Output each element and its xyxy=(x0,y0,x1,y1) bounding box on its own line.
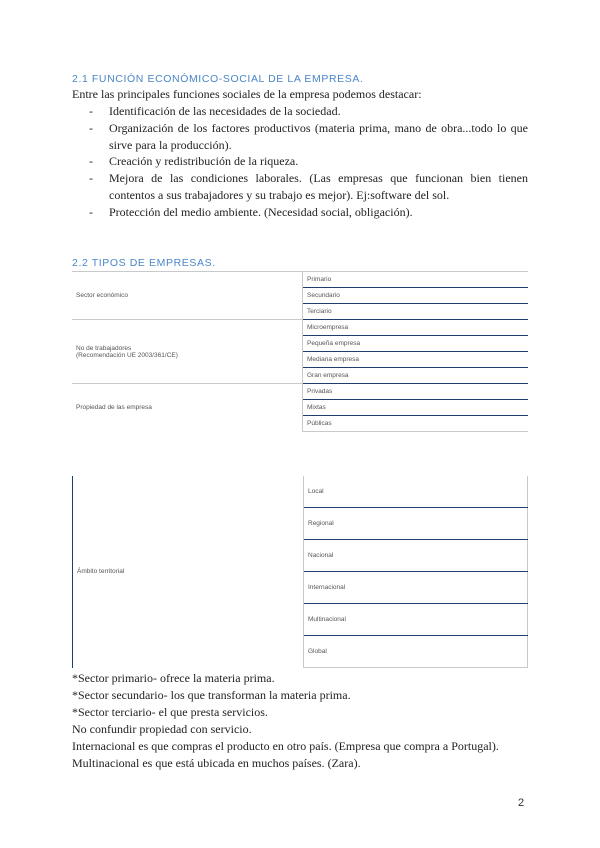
scope-cell: Internacional xyxy=(304,572,528,604)
type-cell: Mixtas xyxy=(303,400,529,416)
section-heading-tipos: 2.2 TIPOS DE EMPRESAS. xyxy=(72,257,216,269)
type-cell: Primario xyxy=(303,272,529,288)
company-types-table xyxy=(72,271,528,432)
scope-cell: Regional xyxy=(304,508,528,540)
scope-cell: Multinacional xyxy=(304,604,528,636)
bullet-text: Organización de los factores productivos (materia prima, mano de obra...todo lo que sirve para la producción). xyxy=(109,121,528,152)
bullet-item: - Protección del medio ambiente. (Necesidad social, obligación). xyxy=(72,204,528,221)
bullet-text: Protección del medio ambiente. (Necesidad social, obligación). xyxy=(109,205,413,219)
intro-paragraph: Entre las principales funciones sociales de la empresa podemos destacar: xyxy=(72,87,422,101)
bullet-item: - Identificación de las necesidades de la sociedad. xyxy=(72,103,528,120)
category-cell: Ámbito territorial xyxy=(73,476,304,668)
bullet-text: Creación y redistribución de la riqueza. xyxy=(109,154,299,168)
bullet-text: Mejora de las condiciones laborales. (Las empresas que funcionan bien tienen contentos a sus trabajadores y su trabajo es mejor). Ej:software del sol. xyxy=(109,171,528,202)
note-line: No confundir propiedad con servicio. xyxy=(72,722,252,736)
bullet-item: - Creación y redistribución de la riqueza. xyxy=(72,153,528,170)
bullet-item: - Organización de los factores productivos (materia prima, mano de obra...todo lo que sirve para la producción). xyxy=(89,121,528,152)
scope-cell: Nacional xyxy=(304,540,528,572)
category-cell xyxy=(72,320,303,384)
note-line: Multinacional es que está ubicada en muchos países. (Zara). xyxy=(72,756,361,770)
note-line: *Sector secundario- los que transforman la materia prima. xyxy=(72,688,351,702)
section-heading-funcion: 2.1 FUNCIÓN ECONÓMICO-SOCIAL DE LA EMPRESA. xyxy=(72,73,364,85)
note-line: *Sector primario- ofrece la materia prima. xyxy=(72,671,275,685)
bullet-text: Identificación de las necesidades de la sociedad. xyxy=(109,104,341,118)
type-cell: Microempresa xyxy=(303,320,529,336)
scope-cell: Local xyxy=(304,476,528,508)
territorial-scope-table xyxy=(72,476,528,668)
type-cell: Gran empresa xyxy=(303,368,529,384)
type-cell: Mediana empresa xyxy=(303,352,529,368)
category-cell: Sector económico xyxy=(72,272,303,320)
type-cell: Secundario xyxy=(303,288,529,304)
category-cell: Propiedad de las empresa xyxy=(72,384,303,432)
note-line: *Sector terciario- el que presta servicios. xyxy=(72,705,268,719)
type-cell: Terciario xyxy=(303,304,529,320)
scope-cell: Global xyxy=(304,636,528,668)
page-number: 2 xyxy=(518,797,525,809)
category-label: No de trabajadores xyxy=(76,344,132,352)
type-cell: Públicas xyxy=(303,416,529,432)
type-cell: Pequeña empresa xyxy=(303,336,529,352)
category-sublabel: (Recomendación UE 2003/361/CE) xyxy=(76,351,178,359)
bullet-item: - Mejora de las condiciones laborales. (Las empresas que funcionan bien tienen contentos a sus trabajadores y su trabajo es mejor). Ej:software del sol. xyxy=(89,171,528,202)
type-cell: Privadas xyxy=(303,384,529,400)
note-line: Internacional es que compras el producto en otro país. (Empresa que compra a Portugal). xyxy=(72,739,499,753)
